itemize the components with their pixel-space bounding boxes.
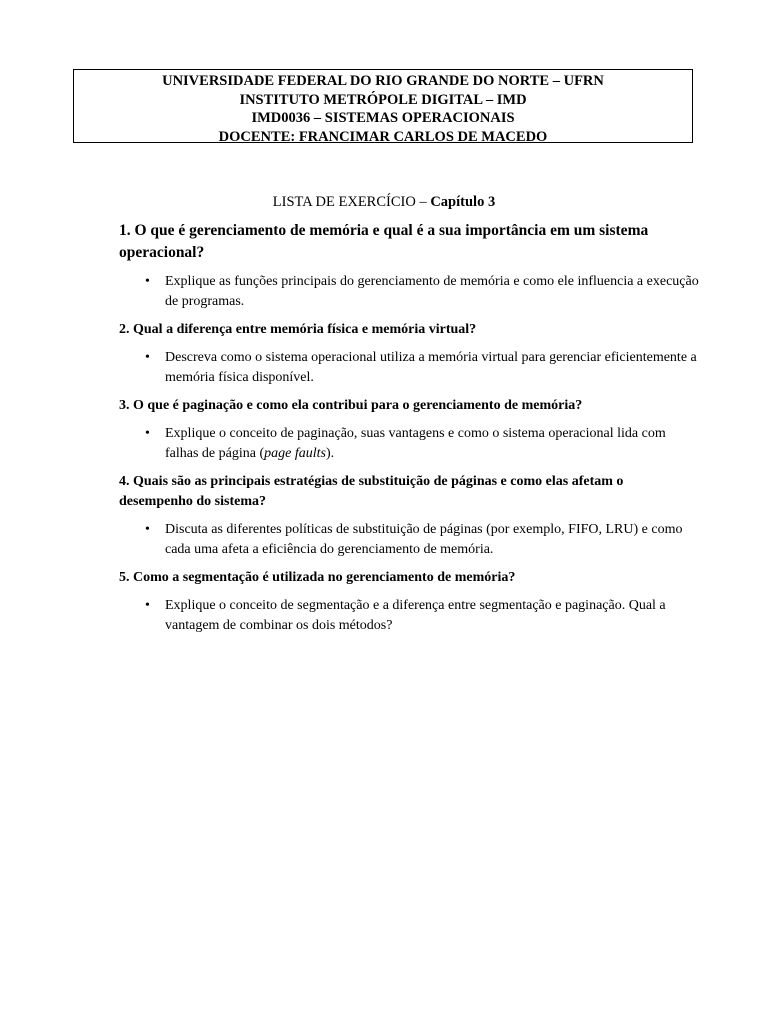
- course-name: IMD0036 – SISTEMAS OPERACIONAIS: [251, 110, 515, 126]
- question-1: 1. O que é gerenciamento de memória e qual é a sua importância em um sistema operacional?: [119, 222, 649, 261]
- question-3-bullet-text-a: Explique o conceito de paginação, suas vantagens e como o sistema operacional lida com falhas de página (: [165, 426, 666, 461]
- question-5-bullet-text: Explique o conceito de segmentação e a diferença entre segmentação e paginação. Qual a vantagem de combinar os dois métodos?: [165, 598, 666, 633]
- question-2-bullet: [119, 348, 699, 388]
- bullet-dot: •: [145, 350, 150, 365]
- list-title: [0, 194, 768, 211]
- list-title-chapter: Capítulo 3: [426, 194, 496, 210]
- university-name: UNIVERSIDADE FEDERAL DO RIO GRANDE DO NORTE – UFRN: [162, 73, 604, 89]
- bullet-dot: •: [145, 274, 150, 289]
- question-5: 5. Como a segmentação é utilizada no gerenciamento de memória?: [119, 570, 516, 585]
- bullet-dot: •: [145, 522, 150, 537]
- question-4: 4. Quais são as principais estratégias de substituição de páginas e como elas afetam o desempenho do sistema?: [119, 474, 624, 509]
- question-1-bullet: [119, 272, 699, 312]
- question-2-bullet-text: Descreva como o sistema operacional utiliza a memória virtual para gerenciar eficientemente a memória física disponível.: [165, 350, 697, 385]
- question-4-bullet: [119, 520, 699, 560]
- header-box: [73, 69, 693, 143]
- question-1-bullet-text: Explique as funções principais do gerenciamento de memória e como ele influencia a execução de programas.: [165, 274, 699, 309]
- question-3-bullet: [119, 424, 699, 464]
- question-4-bullet-text: Discuta as diferentes políticas de substituição de páginas (por exemplo, FIFO, LRU) e como cada uma afeta a eficiência do gerenciamento de memória.: [165, 522, 683, 557]
- question-5-bullet: [119, 596, 699, 636]
- question-3-bullet-italic: page faults: [264, 446, 326, 461]
- list-title-prefix: LISTA DE EXERCÍCIO –: [272, 194, 427, 210]
- question-3-bullet-text-b: ).: [325, 446, 335, 461]
- bullet-dot: •: [145, 426, 150, 441]
- question-2: 2. Qual a diferença entre memória física e memória virtual?: [119, 322, 477, 337]
- institute-name: INSTITUTO METRÓPOLE DIGITAL – IMD: [239, 91, 527, 108]
- question-list: [119, 220, 699, 636]
- question-3: 3. O que é paginação e como ela contribui para o gerenciamento de memória?: [119, 398, 583, 413]
- teacher-name: DOCENTE: FRANCIMAR CARLOS DE MACEDO: [218, 128, 548, 145]
- bullet-dot: •: [145, 598, 150, 613]
